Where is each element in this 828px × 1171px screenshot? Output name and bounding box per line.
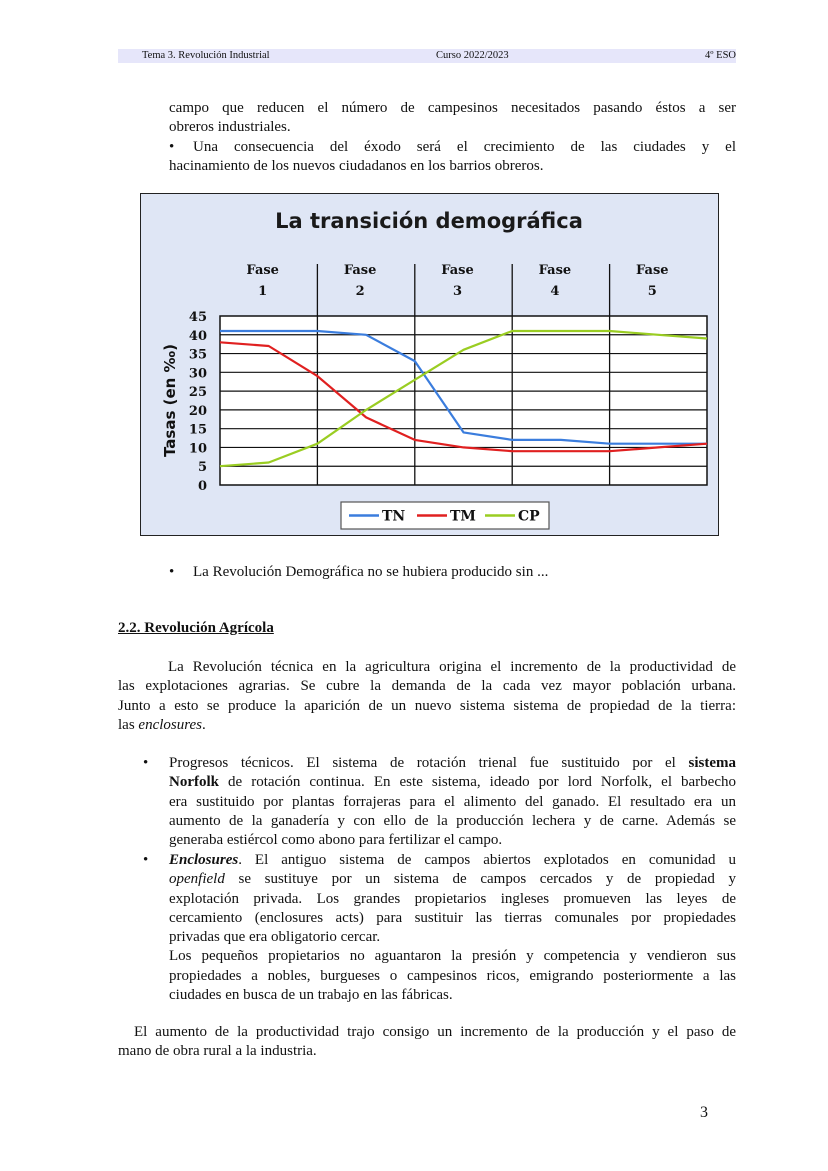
bullet-icon: • [169, 138, 175, 155]
para-text: las [118, 716, 139, 733]
para-line [118, 716, 736, 735]
page-header [118, 49, 736, 63]
phase-number: 1 [258, 284, 268, 299]
item-text: Progresos técnicos. El sistema de rotación trienal fue sustituido por el [169, 755, 689, 771]
header-topic: Tema 3. Revolución Industrial [142, 50, 270, 61]
para-line: El aumento de la productividad trajo consigo un incremento de la producción y el paso de [134, 1024, 736, 1040]
para-line: las explotaciones agrarias. Se cubre la demanda de la cada vez mayor población urbana. [118, 678, 736, 695]
bullet-exodus [169, 138, 736, 157]
header-course: Curso 2022/2023 [436, 50, 509, 61]
list-item-enclosures [143, 851, 736, 1005]
item-line: era sustituido por plantas forrajeras para el alimento del ganado. El resultado era un [169, 793, 736, 810]
legend-label-cp: CP [518, 508, 540, 525]
para-line: mano de obra rural a la industria. [118, 1043, 317, 1060]
bullet-demographic [169, 563, 548, 582]
phase-label: Fase [343, 263, 377, 278]
y-axis-label: Tasas (en ‰) [161, 343, 179, 458]
para-line: Junto a esto se produce la aparición de un nuevo sistema sistema de propiedad de la tierra: [118, 697, 736, 714]
y-tick-label: 35 [188, 347, 207, 363]
item-text: . El antiguo sistema de campos abiertos explotados en comunidad u [238, 852, 736, 868]
item-line: cercamiento (enclosures acts) para sustituir las tierras comunales por propiedades [169, 909, 736, 926]
y-tick-label: 0 [197, 479, 207, 494]
item-text: se sustituye por un sistema de campos cercados y de propiedad y [224, 871, 736, 888]
item-bold-italic: Enclosures [169, 852, 239, 868]
item-line: propiedades a nobles, burgueses o campesinos ricos, emigrando posteriormente a las [169, 967, 736, 984]
y-tick-label: 10 [188, 441, 207, 457]
phase-number: 2 [355, 284, 365, 299]
phase-number: 4 [550, 284, 560, 299]
y-tick-label: 25 [188, 385, 207, 401]
item-line: Los pequeños propietarios no aguantaron la presión y competencia y vendieron sus [169, 948, 736, 965]
bullet-text-cont: hacinamiento de los nuevos ciudadanos en los barrios obreros. [169, 157, 544, 174]
item-bold: Norfolk [169, 774, 219, 791]
legend-label-tn: TN [382, 508, 406, 525]
phase-label: Fase [246, 263, 279, 278]
item-italic: openfield [169, 871, 225, 888]
item-line: explotación privada. Los grandes propietarios ingleses promueven las leyes de [169, 890, 736, 907]
item-bold: sistema [688, 755, 736, 771]
page-number: 3 [700, 1104, 708, 1121]
y-tick-label: 15 [188, 422, 207, 438]
item-line [169, 773, 736, 792]
bullet-text: Una consecuencia del éxodo será el crecimiento de las ciudades y el [193, 138, 736, 155]
item-line: privadas que era obligatorio cercar. [169, 929, 381, 946]
section-heading: 2.2. Revolución Agrícola [118, 620, 274, 636]
legend-label-tm: TM [450, 508, 476, 525]
bullet-icon: • [143, 755, 149, 771]
phase-number: 5 [647, 284, 657, 299]
phase-number: 3 [452, 284, 463, 299]
chart-title: La transición demográfica [275, 209, 583, 233]
item-line: aumento de la ganadería y con ello de la producción lechera y de carne. Además se [169, 812, 736, 829]
para-line: La Revolución técnica en la agricultura origina el incremento de la productividad de [168, 659, 736, 675]
bullet-text: La Revolución Demográfica no se hubiera producido sin ... [193, 564, 549, 580]
para-italic: enclosures [138, 716, 203, 733]
intro-line: campo que reducen el número de campesinos necesitados pasando éstos a ser [169, 100, 736, 116]
phase-label: Fase [441, 263, 474, 278]
item-line: ciudades en busca de un trabajo en las fábricas. [169, 987, 453, 1004]
intro-line: obreros industriales. [169, 119, 291, 136]
demographic-transition-chart [140, 193, 719, 536]
item-line: generaba estiércol como abono para fertilizar el campo. [169, 832, 503, 849]
item-text: de rotación continua. En este sistema, ideado por lord Norfolk, el barbecho [219, 774, 736, 791]
y-tick-label: 5 [197, 460, 207, 476]
bullet-icon: • [169, 564, 175, 580]
y-tick-label: 45 [188, 310, 207, 325]
y-tick-label: 40 [188, 328, 207, 344]
item-line [169, 851, 736, 870]
chart-svg [141, 194, 717, 534]
closing-paragraph [118, 1023, 736, 1062]
item-line [169, 754, 736, 773]
intro-paragraph [169, 99, 736, 176]
para-text: . [202, 716, 206, 733]
phase-label: Fase [636, 263, 669, 278]
y-tick-label: 30 [188, 366, 207, 382]
item-line [169, 870, 736, 889]
y-tick-label: 20 [188, 403, 207, 419]
header-level: 4º ESO [705, 50, 736, 61]
phase-label: Fase [538, 263, 572, 278]
bullet-icon: • [143, 852, 149, 868]
list-item-norfolk [143, 754, 736, 850]
plot-area [220, 316, 707, 485]
section-paragraph [118, 658, 736, 735]
